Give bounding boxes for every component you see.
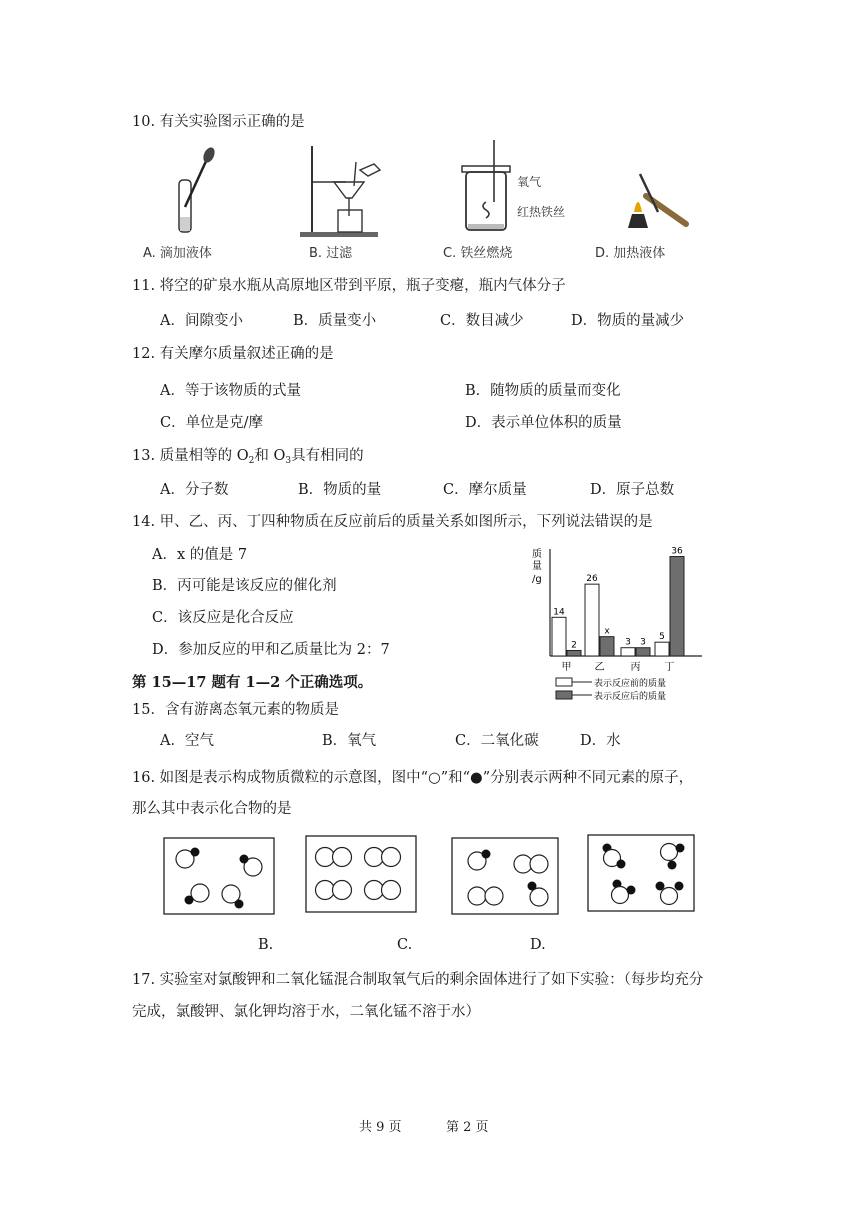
chart-ylabel-1: 质 bbox=[532, 549, 542, 560]
bar-label-before-1: 26 bbox=[586, 574, 598, 585]
bar-label-after-3: 36 bbox=[671, 546, 683, 557]
chart-ylabel-3: /g bbox=[532, 574, 542, 585]
bar-before-0 bbox=[552, 617, 566, 656]
q10-figure-b bbox=[298, 140, 388, 240]
category-label-0: 甲 bbox=[561, 662, 572, 673]
bar-after-1 bbox=[600, 637, 614, 656]
q11-option-c: C．数目减少 bbox=[440, 313, 524, 329]
q15-option-d: D．水 bbox=[580, 733, 621, 749]
bar-before-1 bbox=[585, 584, 599, 656]
category-label-1: 乙 bbox=[594, 662, 605, 673]
category-label-2: 丙 bbox=[630, 662, 641, 673]
bar-after-0 bbox=[567, 650, 581, 656]
q16-label-b: B. bbox=[258, 937, 274, 953]
footer-page-number: 第 2 页 bbox=[446, 1120, 489, 1135]
q10-figure-a bbox=[165, 145, 225, 245]
q12-option-d: D．表示单位体积的质量 bbox=[465, 415, 622, 431]
legend-before-label: 表示反应前的质量 bbox=[594, 679, 667, 689]
q12-option-a: A．等于该物质的式量 bbox=[160, 383, 301, 399]
category-label-3: 丁 bbox=[664, 662, 675, 673]
q15-option-c: C．二氧化碳 bbox=[455, 733, 539, 749]
q10-figure-d bbox=[618, 168, 694, 238]
bar-label-before-3: 5 bbox=[659, 632, 665, 643]
q11-stem: 11. 将空的矿泉水瓶从高原地区带到平原，瓶子变瘪，瓶内气体分子 bbox=[132, 278, 566, 294]
q16-stem-line1: 16. 如图是表示构成物质微粒的示意图，图中“○”和“●”分别表示两种不同元素的原子， bbox=[132, 770, 694, 786]
footer-total-pages: 共 9 页 bbox=[359, 1120, 402, 1135]
q10-figure-c bbox=[456, 140, 516, 240]
q12-option-c: C．单位是克/摩 bbox=[160, 415, 263, 431]
bar-before-2 bbox=[621, 648, 635, 656]
bar-after-2 bbox=[636, 648, 650, 656]
bar-label-after-2: 3 bbox=[640, 637, 646, 648]
q13-option-c: C．摩尔质量 bbox=[443, 482, 527, 498]
q13-stem: 13. 质量相等的 $O_2$和 $O_3$具有相同的 bbox=[132, 448, 364, 466]
q17-stem-line2: 完成，氯酸钾、氯化钾均溶于水，二氧化锰不溶于水） bbox=[132, 1004, 480, 1020]
q17-stem-line1: 17. 实验室对氯酸钾和二氧化锰混合制取氧气后的剩余固体进行了如下实验：（每步均充分 bbox=[132, 972, 704, 988]
q10-caption-d: D. 加热液体 bbox=[595, 246, 666, 261]
q14-stem: 14. 甲、乙、丙、丁四种物质在反应前后的质量关系如图所示，下列说法错误的是 bbox=[132, 514, 653, 530]
q13-option-a: A．分子数 bbox=[160, 482, 229, 498]
q14-option-d: D．参加反应的甲和乙质量比为 2：7 bbox=[152, 642, 390, 658]
bar-label-before-2: 3 bbox=[625, 637, 631, 648]
bar-label-after-0: 2 bbox=[571, 640, 577, 651]
q11-option-b: B．质量变小 bbox=[293, 313, 377, 329]
bar-before-3 bbox=[655, 642, 669, 656]
q15-option-b: B．氧气 bbox=[322, 733, 377, 749]
q12-option-b: B．随物质的质量而变化 bbox=[465, 383, 621, 399]
chart-ylabel-2: 量 bbox=[532, 561, 542, 572]
bar-label-before-0: 14 bbox=[553, 607, 565, 618]
q15-stem: 15．含有游离态氧元素的物质是 bbox=[132, 702, 339, 718]
q13-option-d: D．原子总数 bbox=[590, 482, 675, 498]
q16-box-a bbox=[163, 837, 275, 915]
q12-stem: 12. 有关摩尔质量叙述正确的是 bbox=[132, 346, 334, 362]
q14-bar-chart bbox=[528, 545, 708, 705]
legend-before-swatch bbox=[556, 678, 572, 686]
bar-label-after-1: x bbox=[604, 626, 610, 637]
q13-option-b: B．物质的量 bbox=[298, 482, 382, 498]
q16-label-c: C. bbox=[397, 937, 413, 953]
q16-box-d bbox=[587, 834, 695, 912]
q10-oxygen-label: 氧气 bbox=[517, 175, 542, 189]
bar-after-3 bbox=[670, 557, 684, 656]
q14-option-a: A．x 的值是 7 bbox=[152, 547, 248, 563]
q16-box-b bbox=[305, 835, 417, 913]
q14-option-c: C．该反应是化合反应 bbox=[152, 610, 294, 626]
q16-stem-line2: 那么其中表示化合物的是 bbox=[132, 801, 292, 817]
q14-option-b: B．丙可能是该反应的催化剂 bbox=[152, 578, 337, 594]
legend-after-swatch bbox=[556, 691, 572, 699]
q11-option-a: A．间隙变小 bbox=[160, 313, 243, 329]
q15-option-a: A．空气 bbox=[160, 733, 214, 749]
q10-wire-label: 红热铁丝 bbox=[517, 205, 566, 219]
q16-box-c bbox=[451, 837, 559, 915]
q10-caption-c: C. 铁丝燃烧 bbox=[443, 246, 513, 261]
section-note: 第 15—17 题有 1—2 个正确选项。 bbox=[132, 674, 373, 691]
q10-caption-a: A. 滴加液体 bbox=[143, 246, 212, 261]
q10-stem: 10. 有关实验图示正确的是 bbox=[132, 114, 305, 130]
legend-after-label: 表示反应后的质量 bbox=[594, 692, 667, 702]
q16-label-d: D. bbox=[530, 937, 546, 953]
q11-option-d: D．物质的量减少 bbox=[571, 313, 685, 329]
q10-caption-b: B. 过滤 bbox=[309, 246, 353, 261]
